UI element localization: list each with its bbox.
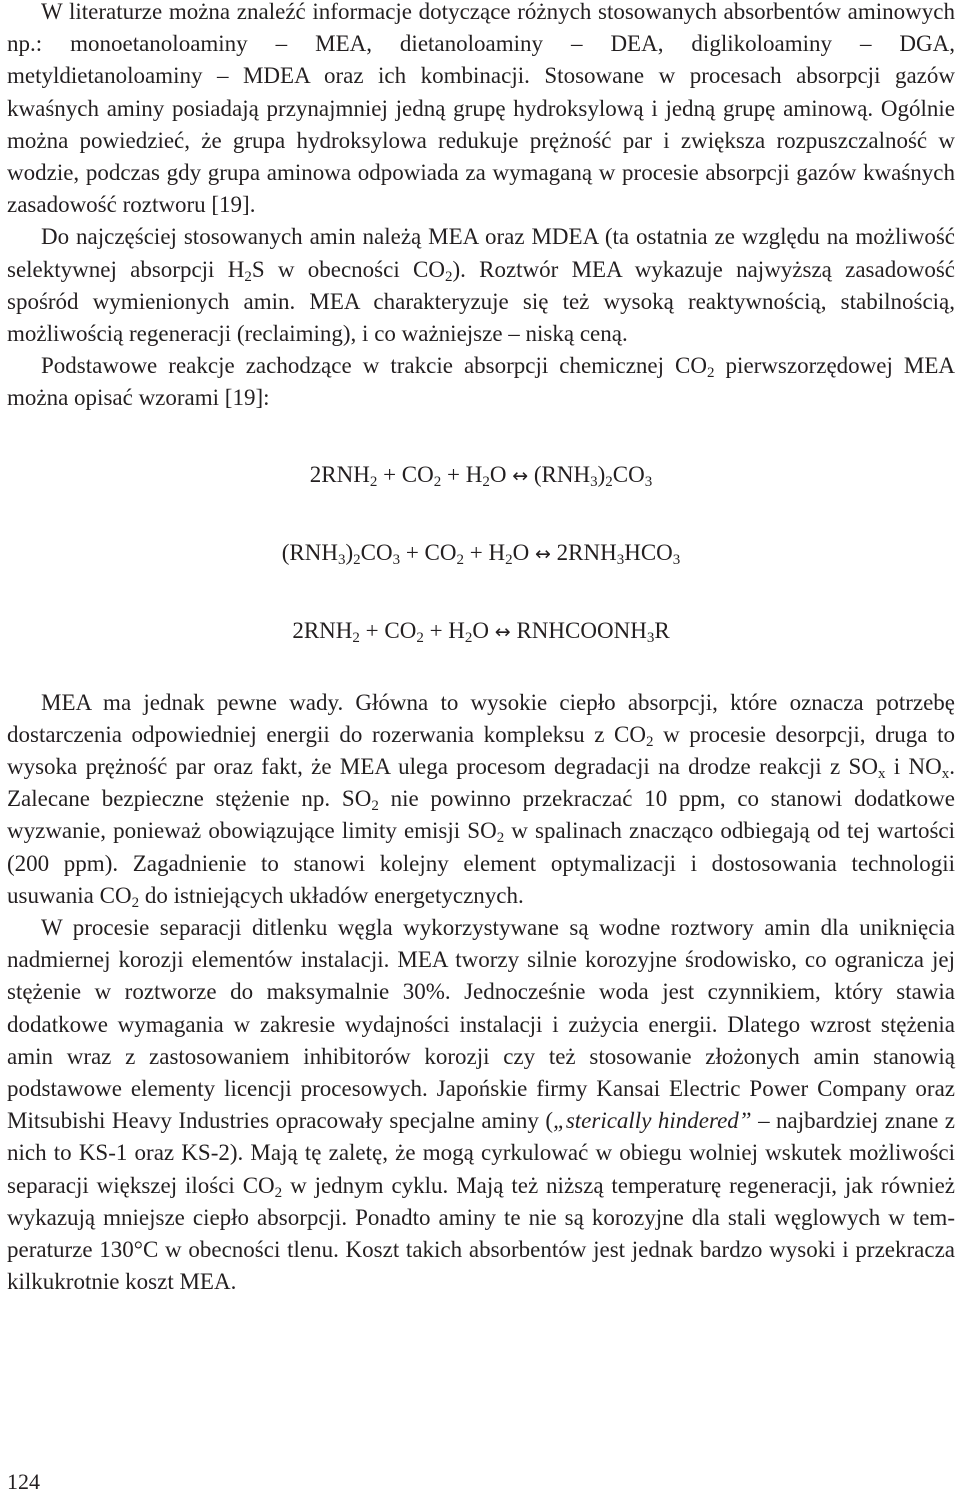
equation-3 xyxy=(7,615,955,647)
subscript: 2 xyxy=(274,1184,283,1201)
subscript: 2 xyxy=(482,473,490,490)
text-run: S w obecności CO xyxy=(251,256,445,282)
eq-text: + CO xyxy=(400,539,457,565)
text-run: W procesie separacji ditlenku węgla wykorzystywane są wodne roztwory amin dla uniknięcia nadmiernej korozji elementów instalacji. MEA tworzy silnie korozyjne środowisko, co ogranicza jej stężenie w roztworze do maksymalnie 30%. Jednocześnie woda jest czynnikiem, który stawia dodatkowe wymagania w zakresie wydajności instalacji i zużycia energii. Dlatego wzrost stężenia amin wraz z zastosowaniem inhibitorów korozji czy też stosowanie złożonych amin stanowią podstawowe elementy licencji procesowych. Japońskie firmy Kansai Electric Power Company oraz Mitsubishi Heavy Industries opracowały specjalne aminy ( xyxy=(7,915,955,1134)
eq-text: + H xyxy=(441,461,483,487)
eq-text: RNHCOONH xyxy=(510,617,647,643)
eq-text: HCO xyxy=(624,539,673,565)
subscript: 2 xyxy=(369,473,378,490)
page-number: 124 xyxy=(7,1469,40,1494)
text-run: . Zalecane bezpieczne stężenie np. SO xyxy=(7,754,955,812)
eq-text: ) xyxy=(345,539,354,565)
equation-2 xyxy=(7,537,955,569)
eq-text: 2RNH xyxy=(292,617,353,643)
subscript: 2 xyxy=(496,830,505,847)
subscript: 2 xyxy=(456,551,464,568)
subscript: x xyxy=(877,766,886,783)
subscript: x xyxy=(941,766,950,783)
eq-text: 2RNH xyxy=(309,461,370,487)
text-run: W literaturze można znaleźć informacje dotyczące różnych stosowanych absorbentów aminowych np.: monoetanoloaminy – MEA, dietanoloaminy – DEA, diglikoloaminy – DGA, metyldietanoloaminy – MDEA oraz ich kombinacji. Stosowane w procesach absorpcji gazów kwaśnych aminy posiadają przynajmniej jedną grupę hydroksylową i jedną grupę aminową. Ogólnie można powiedzieć, że grupa hydroksylowa redukuje prężność par i zwiększa rozpuszczalność w wodzie, podczas gdy grupa aminowa odpowiada za wymaganą w procesie absorpcji gazów kwaśnych zasadowość roztworu [19]. xyxy=(7,0,955,218)
eq-text: + CO xyxy=(359,617,417,643)
subscript: 2 xyxy=(371,798,379,815)
subscript: 2 xyxy=(416,629,424,646)
text-run: do istniejących układów energetycznych. xyxy=(139,882,524,908)
text-run: w jednym cyklu. Mają też niższą temperaturę regeneracji, jak również wykazują mniejsze ciepło absorpcji. Ponadto aminy te nie są korozyjne dla stali węglowych w temperaturze 130°C w obecności tlenu. Koszt takich absorbentów jest jednak bardzo wysoki i przekracza kilkukrotnie koszt MEA. xyxy=(7,1172,955,1295)
page-body xyxy=(7,0,955,1299)
subscript: 2 xyxy=(353,551,361,568)
subscript: 2 xyxy=(131,894,140,911)
paragraph-basic-reactions xyxy=(7,350,955,414)
paragraph-co2-separation xyxy=(7,912,955,1298)
eq-text: + H xyxy=(423,617,465,643)
eq-text: CO xyxy=(612,461,645,487)
eq-text: + H xyxy=(464,539,506,565)
subscript: 2 xyxy=(433,473,442,490)
eq-text: 2RNH xyxy=(550,539,617,565)
equilibrium-arrow-icon: ↔ xyxy=(534,542,551,565)
text-run: Podstawowe reakcje zachodzące w trakcie absorpcji chemicznej CO xyxy=(41,353,708,379)
eq-text: (RNH xyxy=(528,461,591,487)
subscript: 3 xyxy=(392,551,401,568)
paragraph-mea-drawbacks xyxy=(7,687,955,912)
text-run: ). Roztwór MEA wykazuje najwyższą zasadowość spośród wymienionych amin. MEA charakteryzuje się też wysoką reaktywnością, stabilnością, możliwością regeneracji (reclaiming), i co ważniejsze – niską ceną. xyxy=(7,256,955,347)
subscript: 2 xyxy=(707,365,715,382)
equilibrium-arrow-icon: ↔ xyxy=(512,464,529,487)
subscript: 3 xyxy=(646,629,655,646)
subscript: 3 xyxy=(616,551,625,568)
subscript: 2 xyxy=(244,268,252,285)
subscript: 3 xyxy=(644,473,653,490)
equation-block xyxy=(7,459,955,647)
eq-text: CO xyxy=(360,539,393,565)
subscript: 2 xyxy=(444,268,453,285)
eq-text: ) xyxy=(597,461,606,487)
eq-text: O xyxy=(512,539,535,565)
subscript: 3 xyxy=(337,551,346,568)
subscript: 2 xyxy=(605,473,613,490)
subscript: 3 xyxy=(672,551,681,568)
eq-text: R xyxy=(654,617,670,643)
subscript: 2 xyxy=(645,733,654,750)
subscript: 2 xyxy=(464,629,473,646)
subscript: 2 xyxy=(352,629,360,646)
eq-text: O xyxy=(489,461,513,487)
text-run: – najbardziej znane z nich to KS-1 oraz KS-2). Mają tę zaletę, że mogą cyrkulować w obiegu wolniej wskutek możliwości separacji większej ilości CO xyxy=(7,1108,956,1198)
text-run: MEA ma jednak pewne wady. Główna to wysokie ciepło absorpcji, które oznacza potrzebę dostarczenia odpowiedniej energii do rozerwania kompleksu z CO xyxy=(7,689,955,747)
eq-text: + CO xyxy=(377,461,434,487)
paragraph-amine-absorbents xyxy=(7,0,955,221)
text-run: pierwszorzędowej MEA można opisać wzorami [19]: xyxy=(7,353,956,411)
subscript: 3 xyxy=(590,473,598,490)
text-run: w spalinach znacząco odbiegają od tej wartości (200 ppm). Zagadnienie to stanowi kolejny element optymalizacji i dostosowania technologii usuwania CO xyxy=(7,818,956,908)
paragraph-mea-mdea xyxy=(7,221,955,350)
text-run: w procesie desorpcji, druga to wysoka prężność par oraz fakt, że MEA ulega procesom degradacji na drodze reakcji z SO xyxy=(7,721,955,780)
eq-text: O xyxy=(472,617,495,643)
text-run: Do najczęściej stosowanych amin należą MEA oraz MDEA (ta ostatnia ze względu na możliwość selektywnej absorpcji H xyxy=(7,224,955,282)
text-run: i NO xyxy=(885,754,942,780)
subscript: 2 xyxy=(505,551,513,568)
equilibrium-arrow-icon: ↔ xyxy=(494,620,511,643)
equation-1 xyxy=(7,459,955,491)
text-run: nie powinno przekraczać 10 ppm, co stanowi dodatkowe wyzwanie, ponieważ obowiązujące limity emisji SO xyxy=(7,786,955,844)
eq-text: (RNH xyxy=(281,539,338,565)
italic-term: „sterically hindered” xyxy=(553,1108,752,1134)
